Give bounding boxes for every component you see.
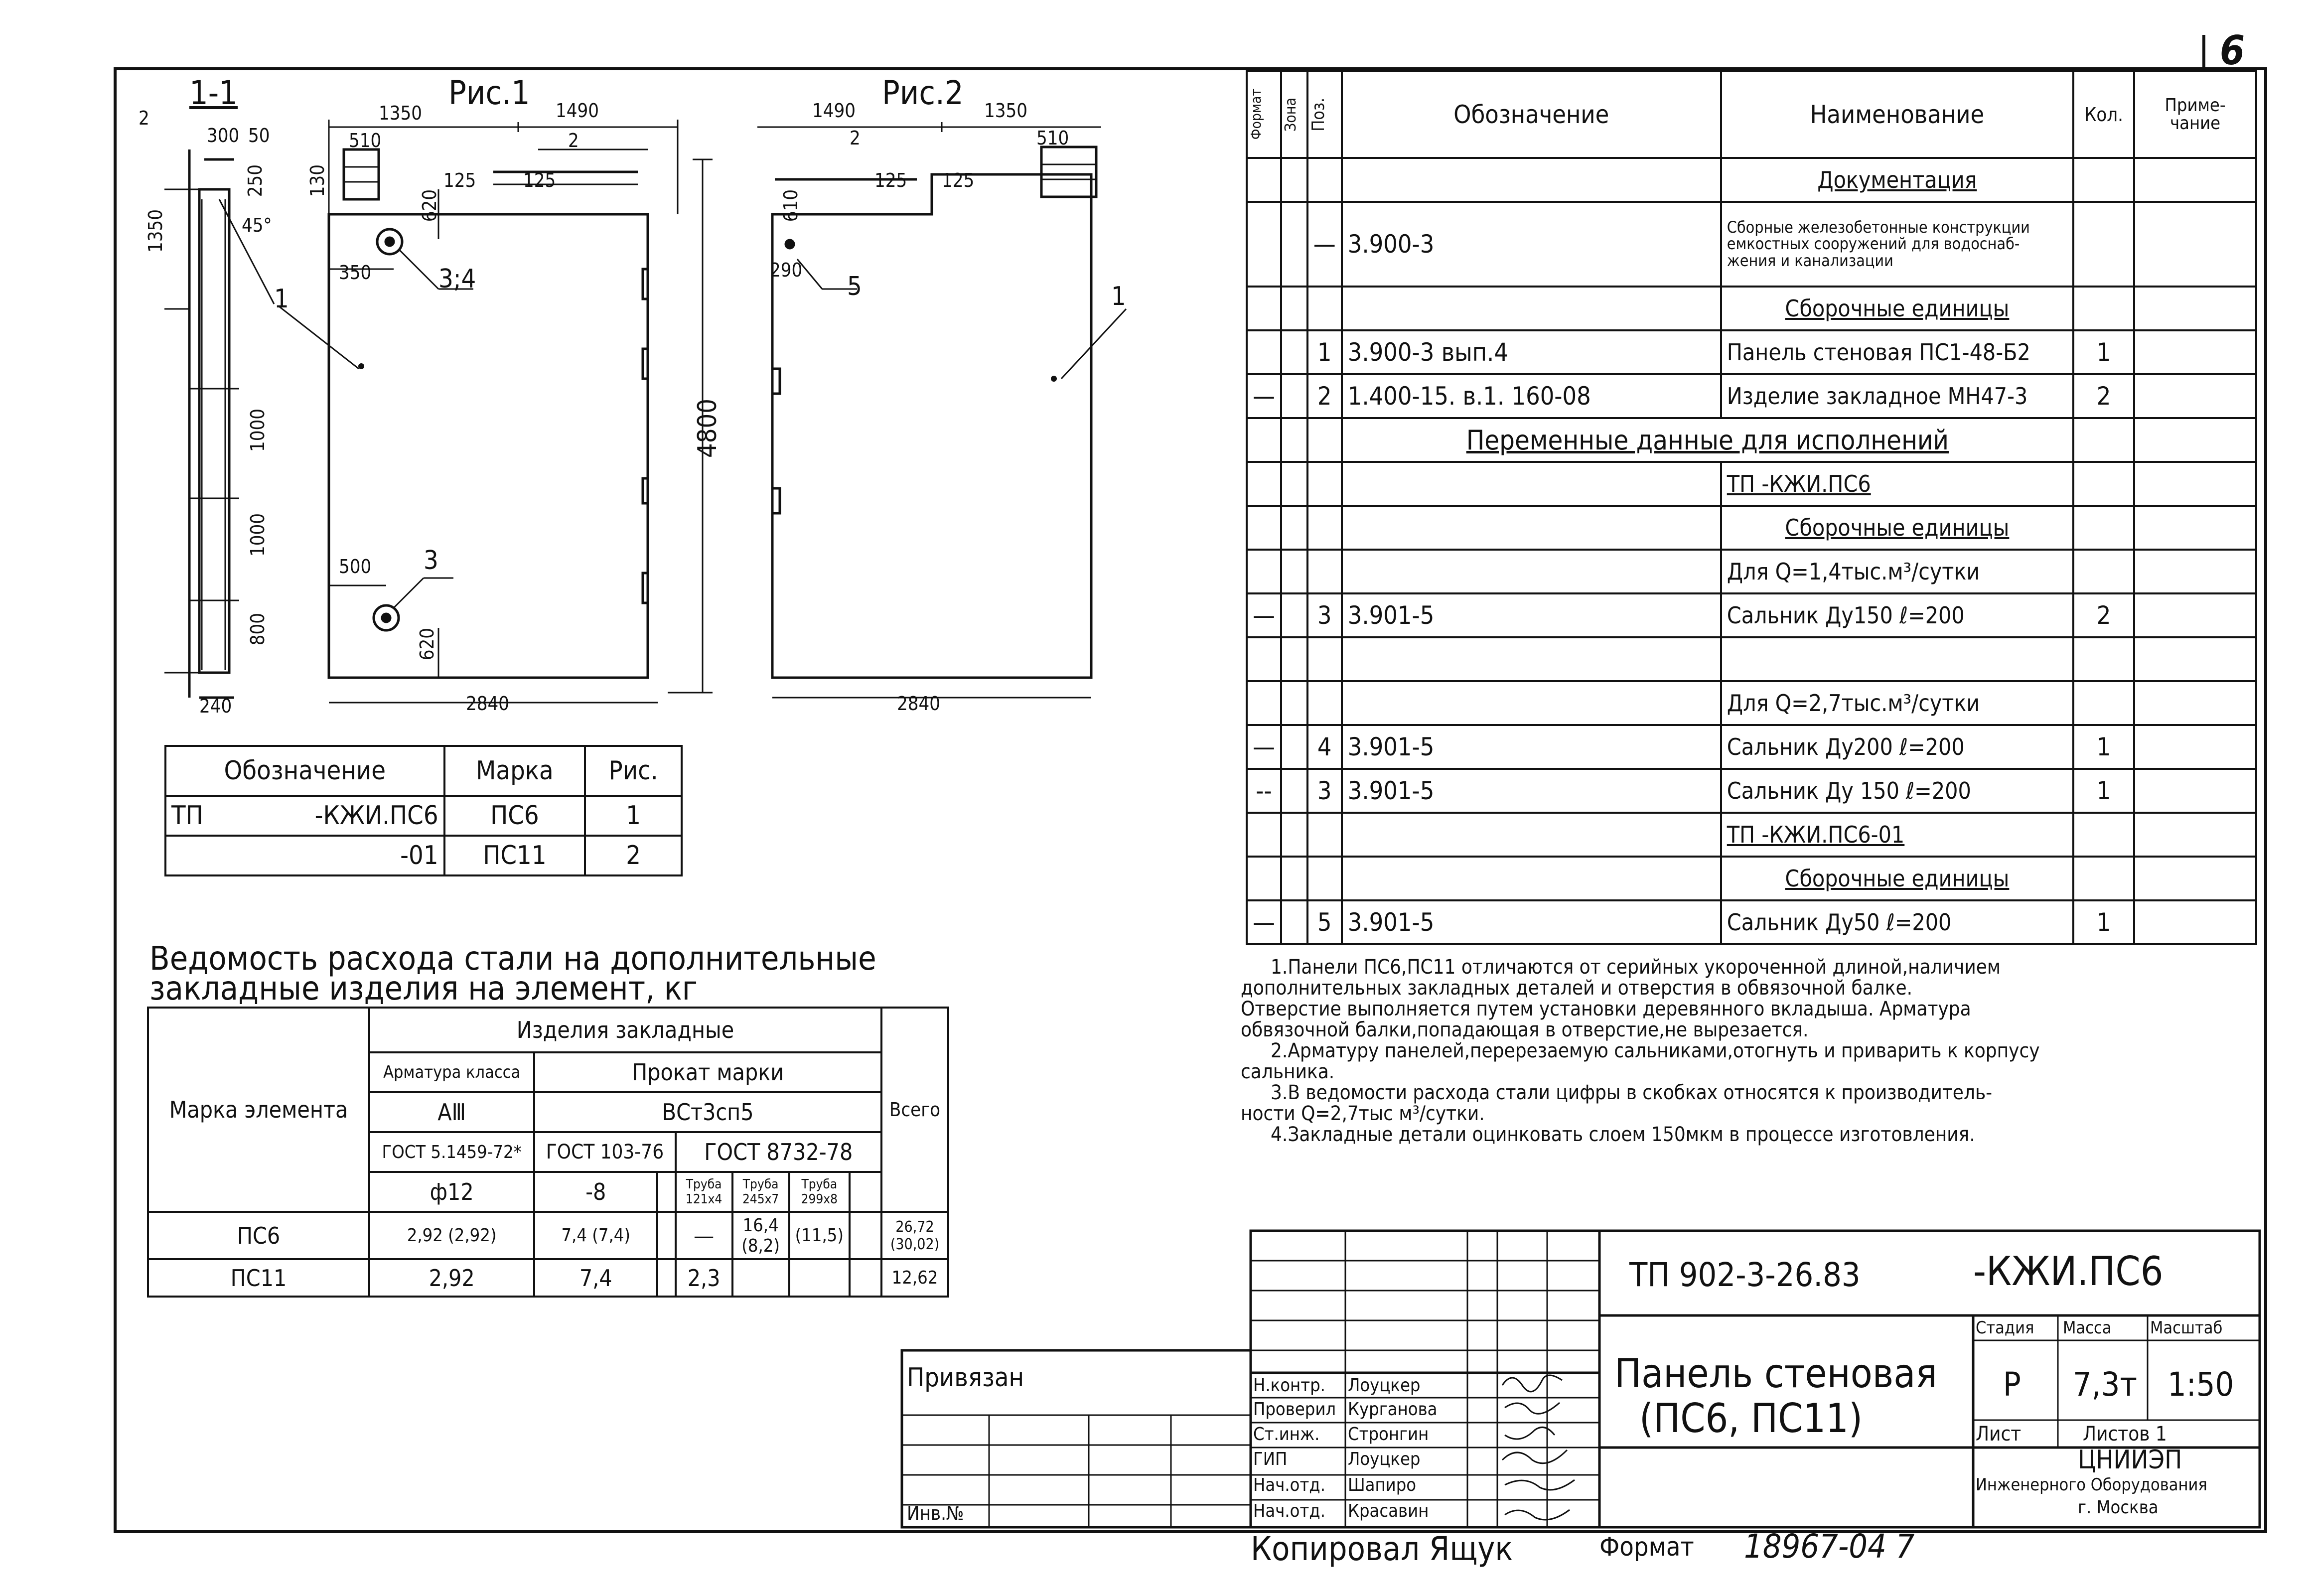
tb-person: Стронгин <box>1348 1424 1429 1445</box>
tb-person: Шапиро <box>1348 1475 1417 1495</box>
steel-col-total: Всего <box>881 1008 948 1212</box>
table-row: Сборочные единицы <box>1247 506 2256 550</box>
steel-col-element: Марка элемента <box>148 1008 369 1212</box>
fig1-callout-3: 3 <box>424 546 438 576</box>
tb-format-num: 18967-04 7 <box>1744 1527 1915 1566</box>
section-dim-250: 250 <box>244 164 266 197</box>
fig2-dim-510: 510 <box>1036 127 1069 149</box>
tb-role: Ст.инж. <box>1253 1424 1320 1445</box>
tb-role: Проверил <box>1253 1399 1336 1420</box>
fig2-title: Рис.2 <box>882 74 964 112</box>
tb-role: Нач.отд. <box>1253 1501 1325 1521</box>
fig1-mark-2: 2 <box>568 130 579 151</box>
fig2-dim-1490: 1490 <box>812 100 856 122</box>
fig2-dim-610: 610 <box>780 189 802 222</box>
fig1-dim-4800: 4800 <box>693 399 722 458</box>
section-dim-800: 800 <box>247 613 269 646</box>
tb-stage-h: Стадия <box>1976 1318 2034 1338</box>
tb-role: Нач.отд. <box>1253 1475 1325 1495</box>
note-line: сальника. <box>1241 1060 1335 1083</box>
fig-table-header-fig: Рис. <box>585 746 682 796</box>
sheet-number: 6 <box>2220 27 2245 74</box>
table-row: Для Q=2,7тыс.м³/сутки <box>1247 681 2256 725</box>
section-dim-50: 50 <box>248 125 270 146</box>
fig1-dim-500: 500 <box>339 556 372 578</box>
table-row: Сборочные единицы <box>1247 857 2256 900</box>
steel-title-1: Ведомость расхода стали на дополнительные <box>149 939 876 978</box>
note-line: ности Q=2,7тыс м³/сутки. <box>1241 1102 1485 1125</box>
tb-role: ГИП <box>1253 1449 1288 1469</box>
table-row: Переменные данные для исполнений <box>1247 418 2256 462</box>
section-dim-1000b: 1000 <box>247 513 269 557</box>
section-dim-240: 240 <box>199 695 232 717</box>
fig2-dim-290: 290 <box>770 259 803 281</box>
tb-bound: Привязан <box>907 1363 1024 1393</box>
note-line: 1.Панели ПС6,ПС11 отличаются от серийных укороченной длиной,наличием <box>1271 956 2001 979</box>
fig-table-header-mark: Марка <box>444 746 585 796</box>
table-row: 1 3.900-3 вып.4 Панель стеновая ПС1-48-Б2 1 <box>1247 330 2256 374</box>
tb-name-2: (ПС6, ПС11) <box>1639 1395 1863 1442</box>
section-angle: 45° <box>242 214 272 236</box>
fig1-dim-130: 130 <box>306 164 328 197</box>
steel-group-header: Изделия закладные <box>369 1008 881 1052</box>
section-title: 1-1 <box>189 74 238 112</box>
fig1-dim-2840: 2840 <box>466 693 509 715</box>
tb-sheet-h: Лист <box>1976 1423 2022 1446</box>
table-row: ПС11 2,92 7,4 2,3 12,62 <box>148 1259 948 1297</box>
fig2-mark-2: 2 <box>850 127 861 149</box>
spec-table: Формат Зона Поз. Обозначение Наименование Кол. Приме- чание Документация — 3.900-3 Сборные железобетонные конструкции емкостных сооружений для водоснаб- жения и канализации Сборочные единицы 1 3.900-3 вып.4 Панель стеновая ПС1-48-Б2 1 — 2 1.400-15. в.1. 160-08 Изделие закладное МН47-3 2 Переменные данные для исполнений ТП -КЖИ.ПС6 Сборочные единицы Для Q=1,4тыс.м³/сутки — 3 3.901-5 Сальник Ду150 ℓ=200 2 Для Q=2,7тыс.м³/сутки — 4 3.901-5 Сальник Ду200 ℓ=200 1 -- 3 3.901-5 Сальник Ду 150 ℓ=200 1 ТП -КЖИ.ПС6-01 Сборочные единицы — 5 3.901-5 Сальник Ду50 ℓ=200 1 <box>1246 70 2257 945</box>
tb-person: Красавин <box>1348 1501 1429 1521</box>
table-row: Для Q=1,4тыс.м³/сутки <box>1247 550 2256 593</box>
table-row: ТП -КЖИ.ПС6 ПС6 1 <box>165 796 682 836</box>
note-line: дополнительных закладных деталей и отверстия в обвязочной балке. <box>1241 977 1913 1000</box>
table-row: — 3 3.901-5 Сальник Ду150 ℓ=200 2 <box>1247 593 2256 637</box>
tb-org-2: Инженерного Оборудования <box>1976 1475 2207 1495</box>
note-line: 3.В ведомости расхода стали цифры в скобках относятся к производитель- <box>1271 1081 1993 1104</box>
fig1-dim-125a: 125 <box>443 169 476 191</box>
fig2-dim-125a: 125 <box>874 169 907 191</box>
note-line: обвязочной балки,попадающая в отверстие,не вырезается. <box>1241 1018 1809 1041</box>
tb-scale: 1:50 <box>2167 1365 2234 1404</box>
note-line: Отверстие выполняется путем установки деревянного вкладыша. Арматура <box>1241 998 1971 1020</box>
table-row: — 4 3.901-5 Сальник Ду200 ℓ=200 1 <box>1247 725 2256 769</box>
tb-person: Курганова <box>1348 1399 1438 1420</box>
fig1-dim-1350: 1350 <box>379 102 422 124</box>
tb-role: Н.контр. <box>1253 1375 1325 1396</box>
table-row: -01 ПС11 2 <box>165 836 682 875</box>
tb-code-suffix: -КЖИ.ПС6 <box>1973 1248 2164 1295</box>
steel-table: Марка элемента Изделия закладные Всего Арматура класса Прокат марки АⅢ ВСт3сп5 ГОСТ 5.1459-72* ГОСТ 103-76 ГОСТ 8732-78 ф12 -8 Труба 121х4 Труба 245х7 Труба 299х8 ПС6 2,92 (2,92) 7,4 (7,4) — 16,4 (8,2) (11,5) 26,72 (30,02) ПС11 2,92 7,4 2,3 12,62 <box>147 1007 949 1298</box>
fig2-dim-1350: 1350 <box>984 100 1027 122</box>
fig2-callout-5: 5 <box>847 272 862 301</box>
fig2-dim-125b: 125 <box>942 169 975 191</box>
fig1-dim-125b: 125 <box>523 169 556 191</box>
fig-table-header-designation: Обозначение <box>165 746 444 796</box>
tb-person: Лоуцкер <box>1348 1375 1421 1396</box>
tb-person: Лоуцкер <box>1348 1449 1421 1469</box>
tb-copied: Копировал Ящук <box>1251 1530 1513 1568</box>
table-row: Сборочные единицы <box>1247 287 2256 330</box>
table-row: — 3.900-3 Сборные железобетонные конструкции емкостных сооружений для водоснаб- жения и канализации <box>1247 202 2256 287</box>
section-mark-2: 2 <box>139 107 149 129</box>
tb-code: ТП 902-3-26.83 <box>1629 1256 1861 1294</box>
fig1-dim-510: 510 <box>349 130 382 151</box>
fig2-callout-1: 1 <box>1111 282 1126 311</box>
tb-stage: Р <box>2003 1365 2021 1404</box>
fig1-dim-620a: 620 <box>419 189 440 222</box>
tb-org-1: ЦНИИЭП <box>2078 1445 2182 1475</box>
table-row: — 2 1.400-15. в.1. 160-08 Изделие закладное МН47-3 2 <box>1247 374 2256 418</box>
table-row: Документация <box>1247 158 2256 202</box>
steel-title-2: закладные изделия на элемент, кг <box>149 969 698 1008</box>
fig1-callout-3-4: 3;4 <box>438 264 476 294</box>
fig1-title: Рис.1 <box>448 74 530 112</box>
tb-inv: Инв.№ <box>907 1502 964 1524</box>
section-dim-1000a: 1000 <box>247 409 269 452</box>
tb-mass: 7,3т <box>2073 1365 2137 1404</box>
section-dim-1350: 1350 <box>144 209 166 253</box>
note-line: 2.Арматуру панелей,перерезаемую сальниками,отогнуть и приварить к корпусу <box>1271 1039 2040 1062</box>
note-line: 4.Закладные детали оцинковать слоем 150мкм в процессе изготовления. <box>1271 1123 1975 1146</box>
tb-org-3: г. Москва <box>2078 1497 2159 1518</box>
table-row: — 5 3.901-5 Сальник Ду50 ℓ=200 1 <box>1247 900 2256 944</box>
table-row: -- 3 3.901-5 Сальник Ду 150 ℓ=200 1 <box>1247 769 2256 813</box>
tb-mass-h: Масса <box>2063 1318 2112 1338</box>
fig1-dim-620b: 620 <box>416 628 438 661</box>
tb-name-1: Панель стеновая <box>1614 1350 1937 1397</box>
tb-sheets-h: Листов 1 <box>2083 1423 2167 1446</box>
tb-scale-h: Масштаб <box>2150 1318 2223 1338</box>
tb-format: Формат <box>1599 1532 1694 1562</box>
section-dim-300: 300 <box>207 125 240 146</box>
fig1-callout-1: 1 <box>274 284 289 314</box>
table-row: ТП -КЖИ.ПС6-01 <box>1247 813 2256 857</box>
fig1-dim-1490: 1490 <box>556 100 599 122</box>
table-row: ПС6 2,92 (2,92) 7,4 (7,4) — 16,4 (8,2) (11,5) 26,72 (30,02) <box>148 1212 948 1259</box>
fig2-dim-2840: 2840 <box>897 693 940 715</box>
fig1-dim-350: 350 <box>339 262 372 284</box>
table-row: ТП -КЖИ.ПС6 <box>1247 462 2256 506</box>
